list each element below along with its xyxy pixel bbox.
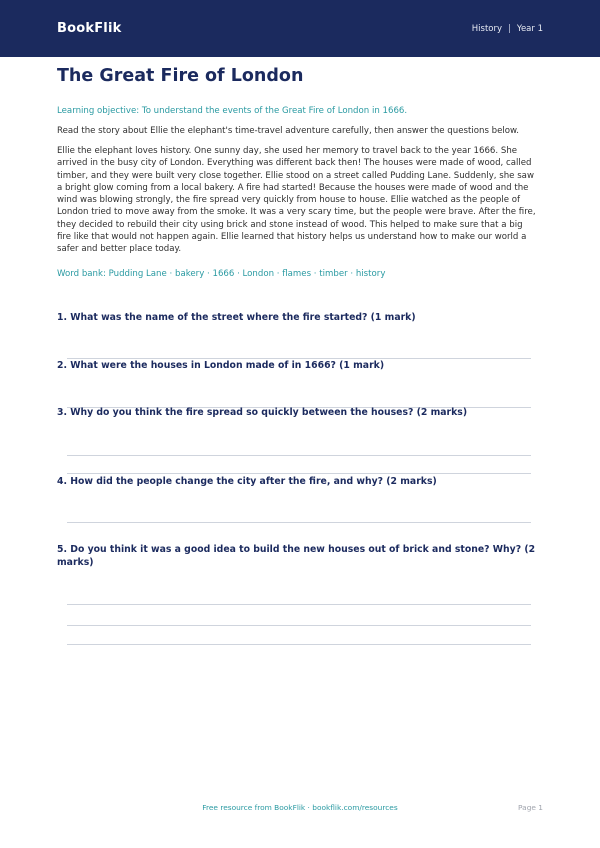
brand-logo[interactable]: BookFlik bbox=[57, 21, 122, 36]
year-label: Year 1 bbox=[516, 23, 543, 34]
learning-objective: Learning objective: To understand the events of the Great Fire of London in 1666. bbox=[57, 106, 408, 116]
question-2: 2. What were the houses in London made of in 1666? (1 mark) bbox=[57, 360, 385, 371]
question-4: 4. How did the people change the city after the fire, and why? (2 marks) bbox=[57, 476, 437, 487]
subject-label: History bbox=[471, 23, 503, 34]
question-3: 3. Why do you think the fire spread so quickly between the houses? (2 marks) bbox=[57, 407, 468, 418]
page-number: Page 1 bbox=[518, 803, 543, 812]
page-title: The Great Fire of London bbox=[57, 66, 304, 86]
answer-line[interactable] bbox=[67, 625, 531, 626]
answer-line[interactable] bbox=[67, 455, 531, 456]
worksheet-content bbox=[57, 64, 537, 279]
answer-line[interactable] bbox=[67, 522, 531, 523]
intro-instructions: Read the story about Ellie the elephant's time-travel adventure carefully, then answer the questions below. bbox=[57, 126, 520, 136]
answer-line[interactable] bbox=[67, 644, 531, 645]
word-bank: Word bank: Pudding Lane · bakery · 1666 · London · flames · timber · history bbox=[57, 268, 386, 279]
header-bar bbox=[0, 0, 600, 57]
footer-resource-link[interactable]: Free resource from BookFlik · bookflik.com/resources bbox=[202, 803, 398, 812]
answer-line[interactable] bbox=[67, 604, 531, 605]
answer-line[interactable] bbox=[67, 473, 531, 474]
meta-separator: | bbox=[508, 23, 511, 34]
header-meta bbox=[472, 24, 543, 34]
question-1: 1. What was the name of the street where the fire started? (1 mark) bbox=[57, 312, 416, 323]
story-text: Ellie the elephant loves history. One sunny day, she used her memory to travel back to the year 1666. She arrived in the busy city of London. Everything was different back then! The houses were made of wood, called timber, and they were built very close together. Ellie stood on a street called Pudding Lane. Suddenly, she saw a bright glow coming from a local bakery. A fire had started! Because the houses were made of wood and the wind was blowing strongly, the fire spread very quickly from house to house. Ellie watched as the people of London tried to move away from the smoke. It was a very scary time, but the people were brave. After the fire, they decided to rebuild their city using brick and stone instead of wood. This helped to make sure that a big fire like that would not happen again. Ellie learned that history helps us understand how to make our world a safer and better place today. bbox=[57, 146, 536, 255]
question-5: 5. Do you think it was a good idea to build the new houses out of brick and stone? Why? (2 marks) bbox=[57, 544, 536, 568]
